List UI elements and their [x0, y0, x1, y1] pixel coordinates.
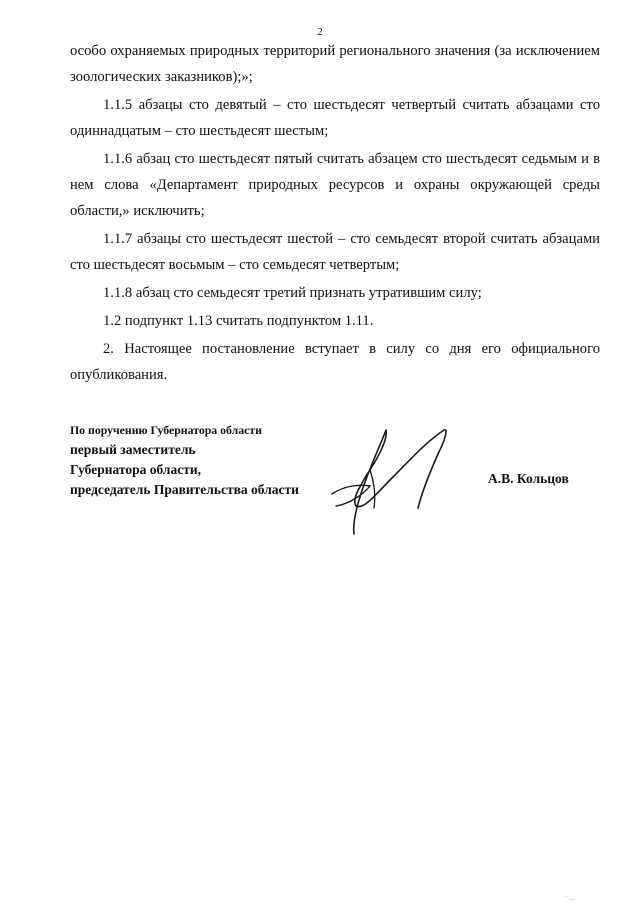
- paragraph-1-1-5: 1.1.5 абзацы сто девятый – сто шестьдесят четвертый считать абзацами сто одиннадцатым – сто шестьдесят шестым;: [70, 97, 600, 139]
- paragraph-1-1-6: 1.1.6 абзац сто шестьдесят пятый считать абзацем сто шестьдесят седьмым и в нем слова «Департамент природных ресурсов и охраны окружающей среды области,» исключить;: [70, 151, 600, 219]
- signer-name: А.В. Кольцов: [488, 471, 569, 486]
- signatory-line-4: председатель Правительства области: [70, 482, 299, 497]
- paragraph-1-1-8: 1.1.8 абзац сто семьдесят третий признать утратившим силу;: [103, 285, 482, 301]
- paragraph-1-2: 1.2 подпункт 1.13 считать подпунктом 1.11.: [103, 313, 374, 329]
- handwritten-signature: [322, 424, 472, 536]
- paragraph-continuation: особо охраняемых природных территорий регионального значения (за исключением зоологических заказников);»;: [70, 43, 600, 85]
- signatory-line-3: Губернатора области,: [70, 462, 201, 477]
- signatory-line-2: первый заместитель: [70, 442, 196, 457]
- document-body: [70, 38, 600, 390]
- paragraph-2: 2. Настоящее постановление вступает в силу со дня его официального опубликования.: [70, 341, 600, 383]
- footer-mark: ' ....: [566, 896, 575, 902]
- page-number: 2: [317, 26, 323, 38]
- signatory-line-1: По поручению Губернатора области: [70, 423, 262, 437]
- paragraph-1-1-7: 1.1.7 абзацы сто шестьдесят шестой – сто семьдесят второй считать абзацами сто шестьдесят восьмым – сто семьдесят четвертым;: [70, 231, 600, 273]
